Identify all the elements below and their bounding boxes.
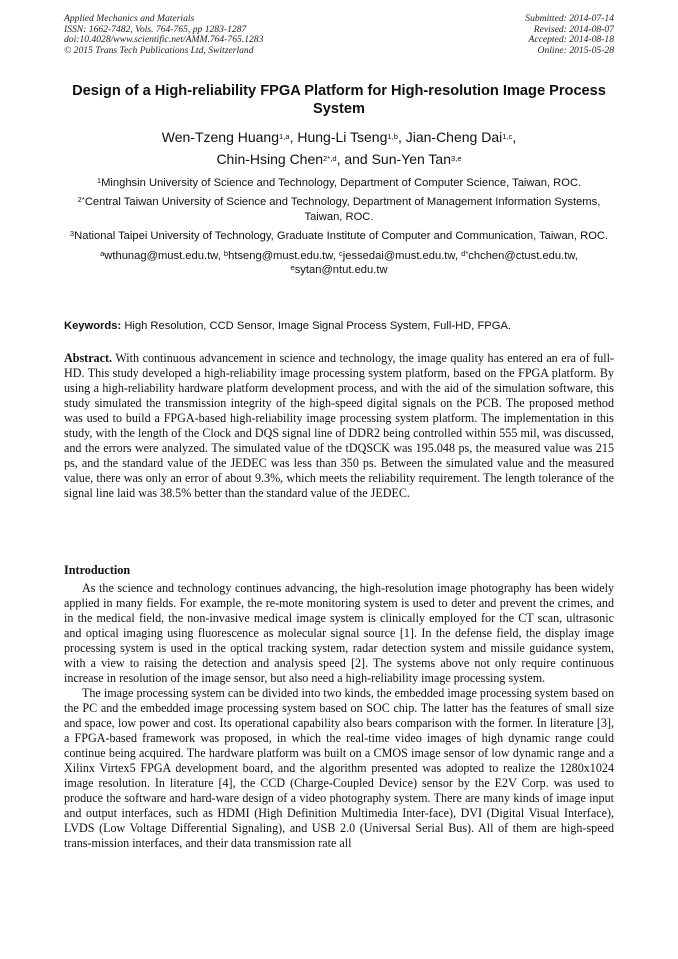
keywords-label: Keywords: xyxy=(64,320,122,332)
author-emails: $^a$wthunag@must.edu.tw, $^b$htseng@must.edu.tw, $^c$jessedai@must.edu.tw, $^{d*}$chchen@ctust.edu.tw, $^e$sytan@ntut.edu.tw xyxy=(100,248,578,277)
section-heading: Introduction xyxy=(64,563,131,577)
journal-info xyxy=(64,14,263,56)
keywords-text: High Resolution, CCD Sensor, Image Signal Process System, Full-HD, FPGA. xyxy=(124,320,512,332)
affiliation: $^1$Minghsin University of Science and Technology, Department of Computer Science, Taiwan, ROC. xyxy=(96,175,582,189)
email-link[interactable]: jessedai@must.edu.tw, xyxy=(342,249,458,262)
abstract-text: With continuous advancement in science and technology, the image quality has entered an era of full-HD. This study developed a high-reliability image processing system platform, based on the FPGA platform. By using a high-reliability hardware platform development process, and with the aid of the simulation software, this study simulated the transmission integrity of the high-speed digital signals on the PCB. The proposed method was used to build a FPGA-based high-reliability image processing system platform. The implementation in this study, with the length of the Clock and DQS signal line of DDR2 being controlled within 555 mil, was discussed, and the errors were analyzed. The simulated value of the tDQSCK was 195.048 ps, the measured value was 215 ps, and the standard value of the JEDEC was less than 350 ps. Between the simulated value and the measured value, there was only an error of about 9.3%, which meets the reliability requirement. The length tolerance of the signal line laid was 38.5% better than the standard value of the JEDEC. xyxy=(64,351,614,500)
date-revised: Revised: 2014-08-07 xyxy=(533,23,614,35)
paper-title: Design of a High-reliability FPGA Platform for High-resolution Image Process System xyxy=(72,83,606,117)
author-name: Hung-Li Tseng xyxy=(297,129,388,145)
affiliation: $^{2*}$Central Taiwan University of Science and Technology, Department of Management Information Systems, Taiwan, ROC. xyxy=(77,195,601,223)
affiliation: $^3$National Taipei University of Technology, Graduate Institute of Computer and Communication, Taiwan, ROC. xyxy=(69,229,609,243)
email-link[interactable]: chchen@ctust.edu.tw, xyxy=(468,249,578,262)
paragraph: The image processing system can be divided into two kinds, the embedded image processing system based on the PC and the embedded image processing system based on SOC chip. The latter has the features of small size and space, low power and cost. Its operational capability also bears comparison with the former. In literature [3], a FPGA-based framework was proposed, in which the real-time video images of high dynamic range could continue being acquired. The hardware platform was built on a CMOS image sensor of low dynamic range and a Xilinx Virtex5 FPGA development board, and the algorithm presented was adopted to realize the 1280x1024 image resolution. In literature [4], the CCD (Charge-Coupled Device) sensor by the E2V Corp. was used to produce the software and hard-ware design of a video photography system. There are many kinds of image input and output interfaces, such as HDMI (High Definition Multimedia Inter-face), DVI (Digital Visual Interface), LVDS (Low Voltage Differential Signaling), and USB 2.0 (Universal Serial Bus). All of them are high-speed trans-mission interfaces, and their data transmission rate all xyxy=(64,686,614,850)
journal-doi: doi:10.4028/www.scientific.net/AMM.764-765.1283 xyxy=(64,34,264,46)
keywords xyxy=(64,319,614,333)
abstract xyxy=(64,351,614,501)
author-name: Chin-Hsing Chen xyxy=(216,151,324,167)
author-list: Wen-Tzeng Huang$^{1,a}$, Hung-Li Tseng$^{1,b}$, Jian-Cheng Dai$^{1,c}$, Chin-Hsing Chen$^{2*,d}$, and Sun-Yen Tan$^{3,e}$ xyxy=(161,129,517,167)
email-link[interactable]: sytan@ntut.edu.tw xyxy=(294,264,388,277)
journal-name: Applied Mechanics and Materials xyxy=(64,13,195,24)
paragraph: As the science and technology continues advancing, the high-resolution image photography has been widely applied in many fields. For example, the re-mote monitoring system is used to deter and prevent the crimes, and in the medical field, the non-invasive medical image system is clinically employed for the CT scan, ultrasonic and optical imaging using fluorescence as molecular signal source [1]. In the defense field, the display image processing system is used in the optical tracking system, radar detection system and missile guidance system, with a view to raising the detection and analysis speed [2]. The systems above not only require continuous increase in resolution of the image sensor, but also need a high-reliability image processing system. xyxy=(64,581,614,685)
author-name: Wen-Tzeng Huang xyxy=(161,129,279,145)
date-accepted: Accepted: 2014-08-18 xyxy=(528,34,614,46)
journal-copyright: © 2015 Trans Tech Publications Ltd, Switzerland xyxy=(64,44,254,56)
author-name: Sun-Yen Tan xyxy=(371,151,451,167)
affiliations xyxy=(64,176,614,282)
date-online: Online: 2015-05-28 xyxy=(537,44,614,56)
abstract-label: Abstract. xyxy=(64,351,113,365)
submission-dates xyxy=(525,14,614,56)
date-submitted: Submitted: 2014-07-14 xyxy=(525,13,614,24)
author-name: Jian-Cheng Dai xyxy=(405,129,503,145)
journal-issn: ISSN: 1662-7482, Vols. 764-765, pp 1283-1287 xyxy=(64,23,247,35)
email-link[interactable]: htseng@must.edu.tw, xyxy=(228,249,336,262)
introduction-body xyxy=(64,581,614,851)
email-link[interactable]: wthunag@must.edu.tw, xyxy=(104,249,221,262)
